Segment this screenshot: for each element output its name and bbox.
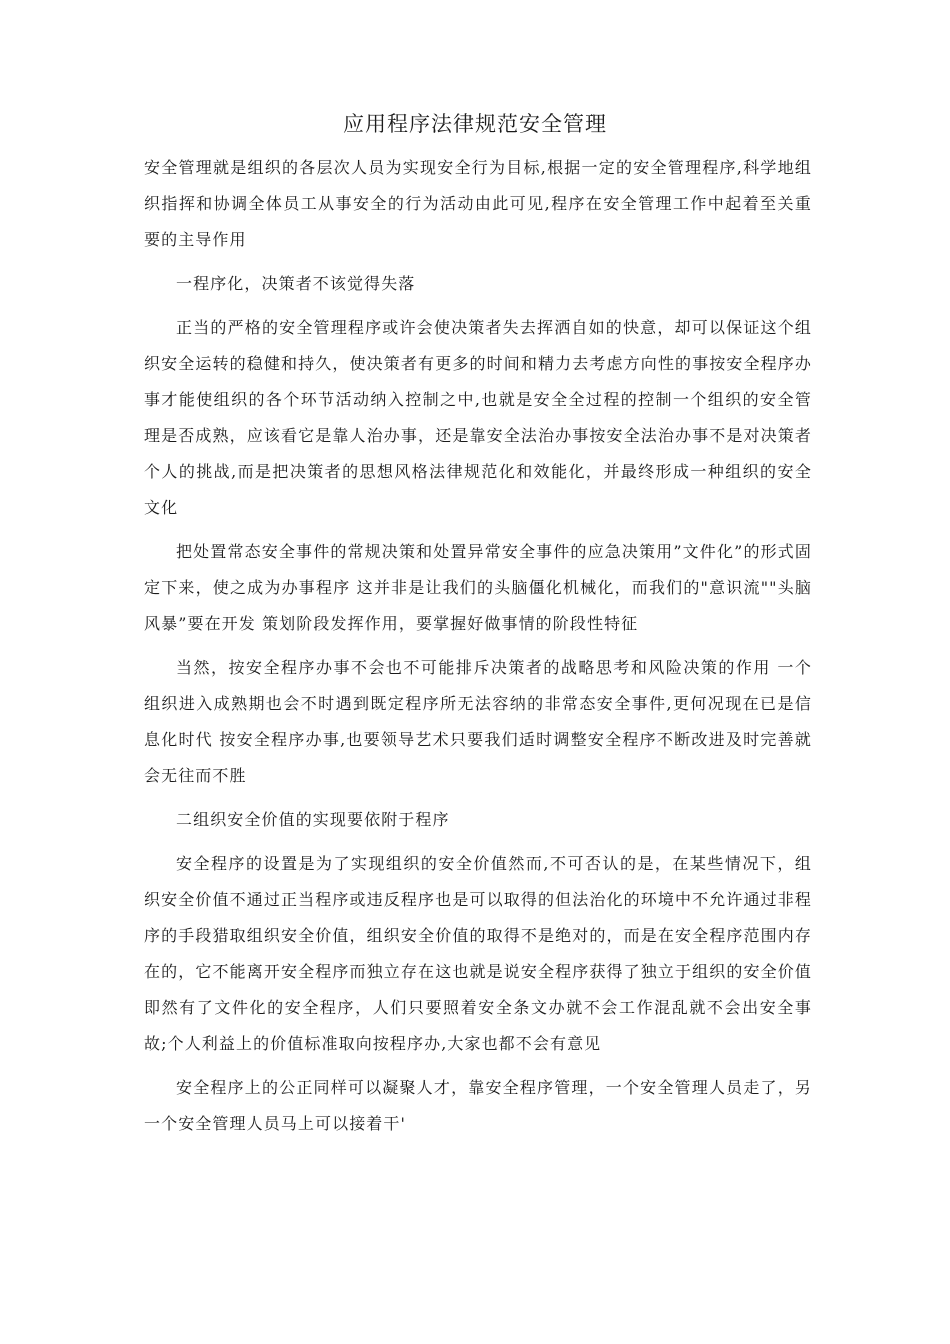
paragraph-4: 安全程序的设置是为了实现组织的安全价值然而,不可否认的是，在某些情况下，组织安全价值不通过正当程序或违反程序也是可以取得的但法治化的环境中不允许通过非程序的手段猎取组织安全价值，组织安全价值的取得不是绝对的，而是在安全程序范围内存在的，它不能离开安全程序而独立存在这也就是说安全程序获得了独立于组织的安全价值 即然有了文件化的安全程序，人们只要照着安全条文办就不会工作混乱就不会出安全事故;个人利益上的价值标准取向按程序办,大家也都不会有意见 <box>144 854 812 1053</box>
section-heading-2: 二组织安全价值的实现要依附于程序 <box>176 810 450 829</box>
paragraph-3: 当然，按安全程序办事不会也不可能排斥决策者的战略思考和风险决策的作用 一个组织进入成熟期也会不时遇到既定程序所无法容纳的非常态安全事件,更何况现在已是信息化时代 按安全程序办事,也要领导艺术只要我们适时调整安全程序不断改进及时完善就会无往而不胜 <box>144 658 812 785</box>
paragraph-1: 正当的严格的安全管理程序或许会使决策者失去挥洒自如的快意，却可以保证这个组织安全运转的稳健和持久，使决策者有更多的时间和精力去考虑方向性的事按安全程序办事才能使组织的各个环节活动纳入控制之中,也就是安全全过程的控制一个组织的安全管理是否成熟，应该看它是靠人治办事，还是靠安全法治办事按安全法治办事不是对决策者个人的挑战,而是把决策者的思想风格法律规范化和效能化，并最终形成一种组织的安全文化 <box>144 318 812 517</box>
section-heading-1: 一程序化，决策者不该觉得失落 <box>176 274 416 293</box>
paragraph-5: 安全程序上的公正同样可以凝聚人才，靠安全程序管理，一个安全管理人员走了，另一个安全管理人员马上可以接着干' <box>144 1078 812 1133</box>
document-title: 应用程序法律规范安全管理 <box>343 112 607 136</box>
paragraph-intro: 安全管理就是组织的各层次人员为实现安全行为目标,根据一定的安全管理程序,科学地组织指挥和协调全体员工从事安全的行为活动由此可见,程序在安全管理工作中起着至关重要的主导作用 <box>144 158 812 249</box>
document-body <box>144 150 812 1150</box>
paragraph-2: 把处置常态安全事件的常规决策和处置异常安全事件的应急决策用”文件化”的形式固定下来，使之成为办事程序 这并非是让我们的头脑僵化机械化，而我们的"意识流""头脑风暴”要在开发 策划阶段发挥作用，要掌握好做事情的阶段性特征 <box>144 542 812 633</box>
